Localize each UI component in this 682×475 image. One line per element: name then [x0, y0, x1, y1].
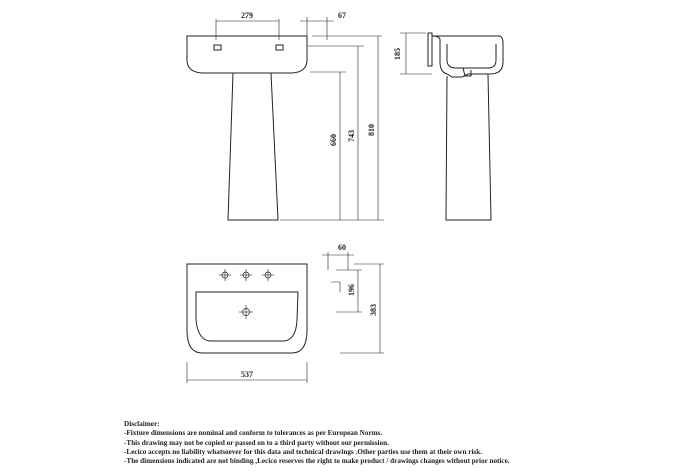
dimension-660	[310, 72, 346, 220]
label-279: 279	[241, 11, 253, 20]
basin-side-outline	[432, 36, 503, 77]
disclaimer-line: -The dimensions indicated are not binding ,Lecico reserves the right to make product / drawings changes without prior notice.	[124, 457, 510, 466]
dimension-67	[300, 17, 334, 40]
front-view	[187, 17, 384, 220]
label-383: 383	[369, 304, 378, 316]
tap-hole-plan-center	[240, 269, 252, 281]
label-60: 60	[338, 243, 346, 252]
tap-hole-left	[214, 45, 221, 50]
disclaimer-line: -Lecico accepts no liability whatsoever for this data and technical drawings .Other parties use them at their own risk.	[124, 447, 483, 456]
label-810: 810	[367, 124, 376, 136]
wall-bracket	[428, 33, 432, 66]
disclaimer-line: -This drawing may not be copied or passed on to a third party without our permission.	[124, 438, 389, 447]
tap-hole-plan-left	[219, 269, 231, 281]
dimension-185	[400, 33, 432, 74]
label-660: 660	[329, 134, 338, 146]
basin-front-outline	[187, 36, 307, 73]
disclaimer-line: -Fixture dimensions are nominal and conform to tolerances as per European Norms.	[124, 429, 383, 438]
label-537: 537	[241, 370, 253, 379]
basin-plan-bowl	[196, 292, 298, 341]
label-743: 743	[347, 130, 356, 142]
dimension-279	[216, 19, 279, 40]
pedestal-side	[446, 74, 491, 220]
tap-hole-plan-right	[262, 269, 274, 281]
plan-view	[187, 252, 384, 383]
tap-hole-right	[276, 45, 283, 50]
disclaimer	[124, 420, 664, 466]
pedestal-front	[228, 73, 278, 220]
side-view	[400, 33, 503, 220]
label-196: 196	[347, 284, 356, 296]
disclaimer-heading: Disclaimer:	[124, 420, 160, 428]
basin-side-bowl	[447, 44, 496, 68]
label-185: 185	[393, 48, 402, 60]
waste-hole-plan	[239, 305, 253, 319]
label-67: 67	[338, 11, 346, 20]
